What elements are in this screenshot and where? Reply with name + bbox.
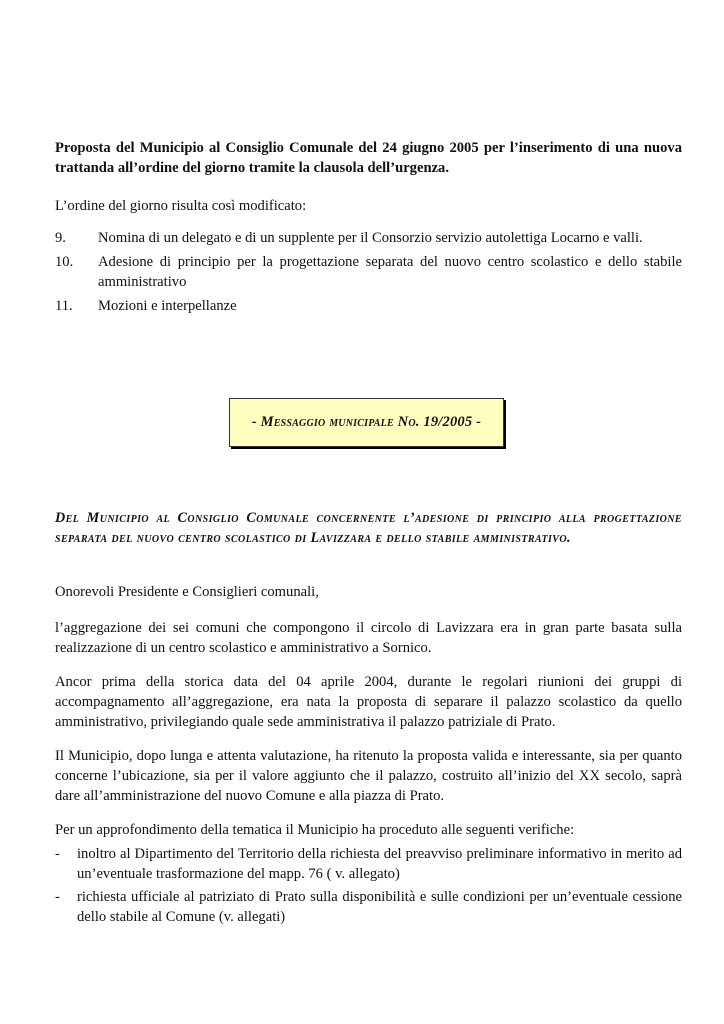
agenda-item xyxy=(55,252,682,292)
message-number-label: - Messaggio municipale No. 19/2005 - xyxy=(251,414,482,430)
agenda-modified-line: L’ordine del giorno risulta così modificato: xyxy=(55,198,307,214)
intro-section xyxy=(55,138,682,320)
proposal-heading: Proposta del Municipio al Consiglio Comunale del 24 giugno 2005 per l’inserimento di una nuova trattanda all’ordine del giorno tramite la clausola dell’urgenza. xyxy=(55,140,682,176)
body-paragraph: l’aggregazione dei sei comuni che compongono il circolo di Lavizzara era in gran parte basata sulla realizzazione di un centro scolastico e amministrativo a Sornico. xyxy=(55,620,682,656)
agenda-item xyxy=(55,228,682,248)
body-paragraph: Per un approfondimento della tematica il Municipio ha proceduto alle seguenti verifiche: xyxy=(55,822,575,838)
bullet-dash: - xyxy=(55,846,60,862)
body-paragraph: Ancor prima della storica data del 04 aprile 2004, durante le regolari riunioni dei gruppi di accompagnamento all’aggregazione, era nata la proposta di separare il palazzo scolastico da quello amministrativo, privilegiando quale sede amministrativa il palazzo patriziale di Prato. xyxy=(55,674,682,730)
agenda-item-number: 9. xyxy=(55,230,66,246)
bullet-dash: - xyxy=(55,889,60,905)
body-paragraph: Il Municipio, dopo lunga e attenta valutazione, ha ritenuto la proposta valida e interessante, sia per quanto concerne l’ubicazione, sia per il valore aggiunto che il palazzo, costruito all’inizio del XX secolo, saprà dare all’amministrazione del nuovo Comune e alla piazza di Prato. xyxy=(55,748,682,804)
agenda-item-text: Adesione di principio per la progettazione separata del nuovo centro scolastico e dello stabile amministrativo xyxy=(98,254,682,290)
agenda-item-number: 10. xyxy=(55,254,74,270)
check-list-text: richiesta ufficiale al patriziato di Prato sulla disponibilità e sulle condizioni per un’eventuale cessione dello stabile al Comune (v. allegati) xyxy=(77,889,682,925)
agenda-item-number: 11. xyxy=(55,298,73,314)
check-list-item xyxy=(55,844,682,884)
check-list-item xyxy=(55,887,682,927)
agenda-item-text: Mozioni e interpellanze xyxy=(98,298,237,314)
agenda-item xyxy=(55,296,682,316)
salutation: Onorevoli Presidente e Consiglieri comunali, xyxy=(55,584,319,600)
check-list-text: inoltro al Dipartimento del Territorio della richiesta del preavviso preliminare informativo in merito ad un’eventuale trasformazione del mapp. 76 ( v. allegato) xyxy=(77,846,682,882)
message-number-box xyxy=(229,398,504,447)
message-body xyxy=(55,582,682,930)
agenda-item-text: Nomina di un delegato e di un supplente per il Consorzio servizio autolettiga Locarno e valli. xyxy=(98,230,643,246)
message-subject: Del Municipio al Consiglio Comunale concernente l’adesione di principio alla progettazione separata del nuovo centro scolastico di Lavizzara e dello stabile amministrativo. xyxy=(55,510,682,547)
agenda-list xyxy=(55,228,682,316)
